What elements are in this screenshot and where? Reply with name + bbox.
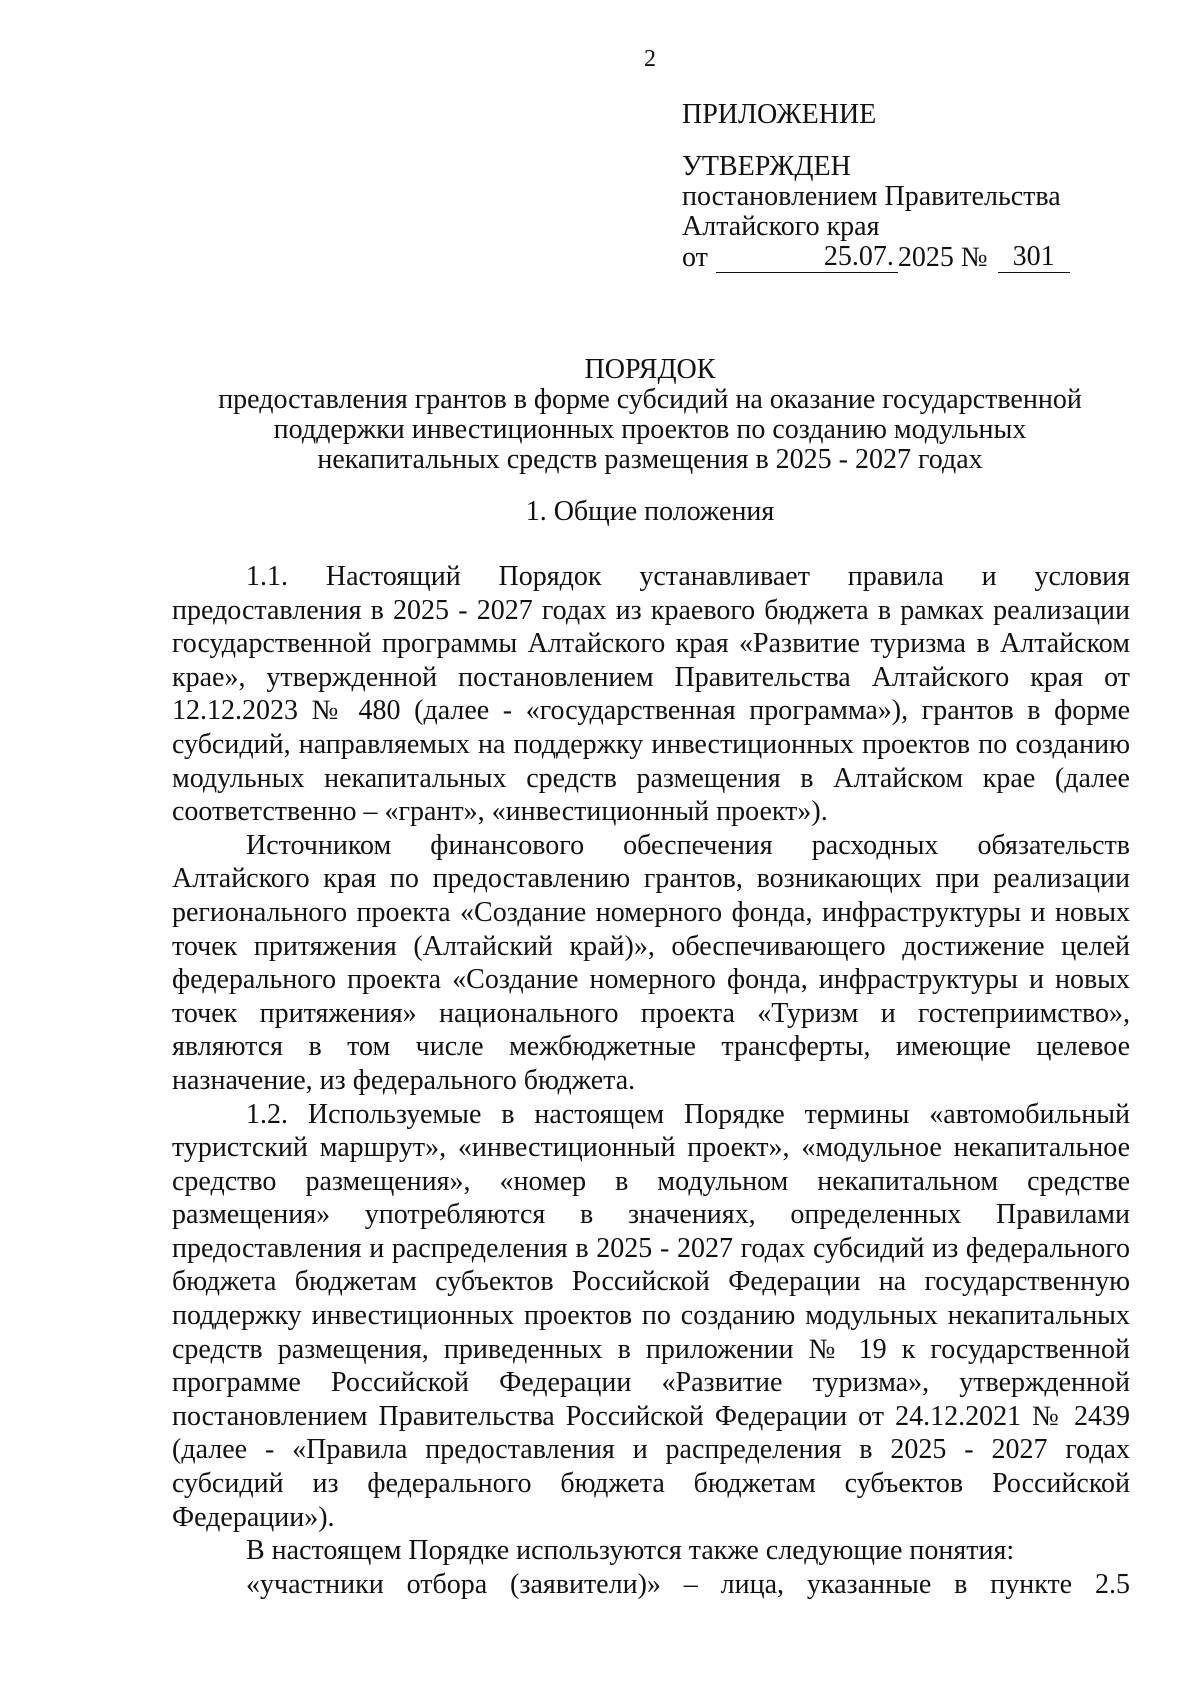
approval-date-line — [682, 242, 1070, 273]
approval-number: 301 — [998, 242, 1070, 273]
title-line-3: некапитальных средств размещения в 2025 - 2027 годах — [317, 444, 983, 475]
approval-date: 25.07. — [716, 242, 898, 273]
title-line-1: предоставления грантов в форме субсидий на оказание государственной — [218, 384, 1082, 415]
paragraph-concepts-intro: В настоящем Порядке используются также следующие понятия: — [246, 1535, 1015, 1567]
page-number: 2 — [644, 46, 656, 72]
approved-by-line2: Алтайского края — [682, 211, 880, 242]
approved-by-line1: постановлением Правительства — [682, 181, 1061, 212]
title-heading: ПОРЯДОК — [584, 354, 716, 385]
approved-label: УТВЕРЖДЕН — [682, 151, 851, 182]
document-title — [0, 355, 1200, 475]
from-label: от — [682, 242, 708, 273]
document-body — [172, 560, 1130, 1601]
paragraph-participants: «участники отбора (заявители)» – лица, указанные в пункте 2.5 — [246, 1568, 1130, 1600]
paragraph-1-2: 1.2. Используемые в настоящем Порядке термины «автомобильный туристский маршрут», «инвестиционный проект», «модульное некапитальное средство размещения», «номер в модульном некапитальном средстве размещения» употребляются в значениях, определенных Правилами предоставления и распределения в 2025 - 2027 годах субсидий из федерального бюджета бюджетам субъектов Российской Федерации на государственную поддержку инвестиционных проектов по созданию модульных некапитальных средств размещения, приведенных в приложении № 19 к государственной программе Российской Федерации «Развитие туризма», утвержденной постановлением Правительства Российской Федерации от 24.12.2021 № 2439 (далее - «Правила предоставления и распределения в 2025 - 2027 годах субсидий из федерального бюджета бюджетам субъектов Российской Федерации»). — [172, 1098, 1130, 1533]
paragraph-1-1: 1.1. Настоящий Порядок устанавливает правила и условия предоставления в 2025 - 2027 годах из краевого бюджета в рамках реализации государственной программы Алтайского края «Развитие туризма в Алтайском крае», утвержденной постановлением Правительства Алтайского края от 12.12.2023 № 480 (далее - «государственная программа»), грантов в форме субсидий, направляемых на поддержку инвестиционных проектов по созданию модульных некапитальных средств размещения в Алтайском крае (далее соответственно – «грант», «инвестиционный проект»). — [172, 561, 1130, 828]
paragraph-funding-source: Источником финансового обеспечения расходных обязательств Алтайского края по предоставлению грантов, возникающих при реализации регионального проекта «Создание номерного фонда, инфраструктуры и новых точек притяжения (Алтайский край)», обеспечивающего достижение целей федерального проекта «Создание номерного фонда, инфраструктуры и новых точек притяжения» национального проекта «Туризм и гостеприимство», являются в том числе межбюджетные трансферты, имеющие целевое назначение, из федерального бюджета. — [172, 829, 1130, 1096]
approval-year-number-label: 2025 № — [897, 242, 988, 273]
approval-stamp-block — [682, 100, 1070, 273]
section-heading: 1. Общие положения — [525, 496, 775, 527]
title-line-2: поддержки инвестиционных проектов по созданию модульных — [273, 414, 1027, 445]
appendix-label: ПРИЛОЖЕНИЕ — [682, 99, 877, 130]
